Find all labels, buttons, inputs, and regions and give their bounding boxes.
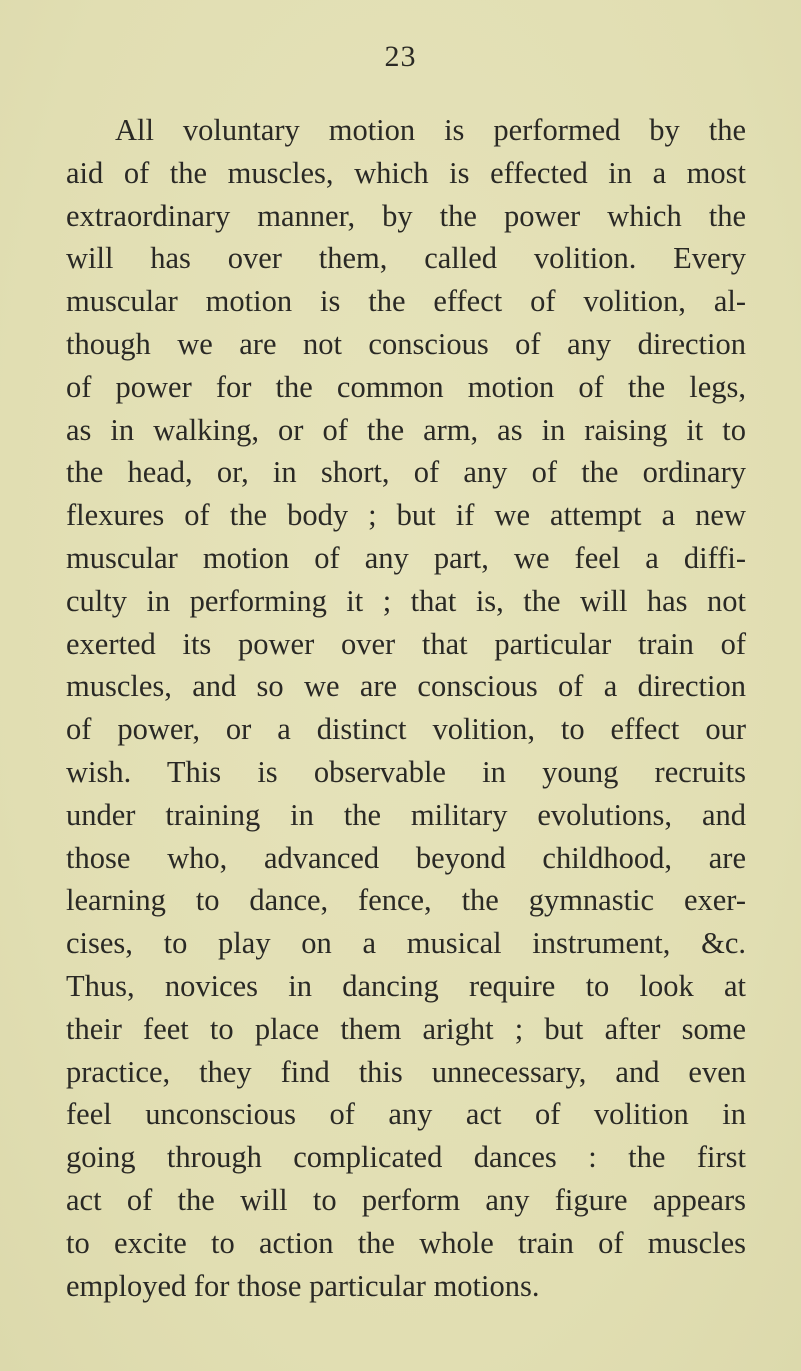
text-line: practice, they find this unnecessary, and even [66, 1054, 746, 1089]
text-line: All voluntary motion is performed by the [115, 113, 746, 147]
text-line: wish. This is observable in young recruits [66, 754, 746, 789]
text-line: act of the will to perform any figure appears [66, 1182, 746, 1217]
text-line: of power for the common motion of the legs, [66, 369, 746, 404]
text-line: muscles, and so we are conscious of a direction [66, 669, 746, 704]
text-line: going through complicated dances : the first [66, 1140, 746, 1175]
text-line: aid of the muscles, which is effected in a most [66, 155, 746, 190]
paragraph [66, 109, 746, 1307]
text-line: extraordinary manner, by the power which the [66, 198, 746, 233]
page-number: 23 [384, 40, 417, 73]
text-line: flexures of the body ; but if we attempt a new [66, 498, 746, 533]
text-line: the head, or, in short, of any of the ordinary [66, 455, 746, 490]
text-line: muscular motion of any part, we feel a diffi- [66, 540, 746, 575]
text-line: muscular motion is the effect of volition, al- [66, 284, 746, 319]
text-line: will has over them, called volition. Every [66, 241, 746, 276]
text-line: employed for those particular motions. [66, 1268, 540, 1303]
text-line: their feet to place them aright ; but after some [66, 1011, 746, 1046]
text-line: though we are not conscious of any direction [66, 326, 746, 361]
text-line: exerted its power over that particular train of [66, 626, 746, 661]
text-line: cises, to play on a musical instrument, &c. [66, 926, 746, 961]
text-line: to excite to action the whole train of muscles [66, 1225, 746, 1260]
text-line: of power, or a distinct volition, to effect our [66, 712, 746, 747]
text-line: Thus, novices in dancing require to look at [66, 968, 746, 1003]
text-line: under training in the military evolutions, and [66, 797, 746, 832]
text-line: culty in performing it ; that is, the will has not [66, 583, 746, 618]
text-line: feel unconscious of any act of volition in [66, 1097, 746, 1132]
text-line: as in walking, or of the arm, as in raising it to [66, 412, 746, 447]
text-line: learning to dance, fence, the gymnastic exer- [66, 883, 746, 918]
text-line: those who, advanced beyond childhood, are [66, 840, 746, 875]
